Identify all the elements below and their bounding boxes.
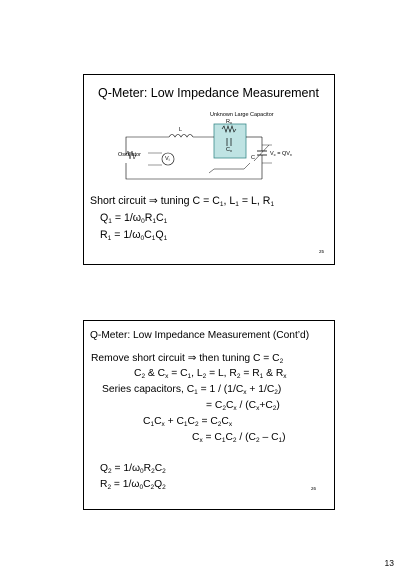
label-c: C (251, 155, 255, 161)
r2-formula: $R_2 = 1/\omega_0C_2Q_2$ (100, 479, 166, 491)
r1-formula: $R_1 = 1/\omega_0C_1Q_1$ (100, 229, 168, 242)
slide-number: 26 (310, 486, 316, 491)
slide-26 (83, 320, 335, 510)
label-cx: $C_x$ (226, 147, 232, 153)
remove-short-line: Remove short circuit ⇒ then tuning $C = C_2$ (91, 353, 284, 365)
label-oscillator: Oscillator (118, 152, 141, 158)
label-l: L (179, 127, 183, 133)
c2-cx-line: $C_2$ & $C_x = C_1$, $L_2 = L$, $R_2 = R_1$ & $R_x$ (134, 368, 287, 380)
label-rx: $R_x$ (226, 119, 232, 125)
slide-title: Q-Meter: Low Impedance Measurement (98, 86, 319, 100)
wire-bottom (126, 163, 262, 179)
slide-number: 25 (318, 249, 324, 254)
label-vi: $V_i$ (165, 156, 170, 162)
page-number: 13 (384, 558, 394, 568)
unknown-capacitor-caption: Unknown Large Capacitor (210, 112, 274, 118)
slide-title: Q-Meter: Low Impedance Measurement (Cont’d) (90, 330, 310, 341)
short-circuit-line: Short circuit ⇒ tuning $C = C_1$, $L_1 = L$, $R_1$ (90, 195, 275, 208)
label-vc: $V_c = QV_x$ (270, 151, 292, 157)
c1-eq-line: = $C_2C_x / (C_x+C_2)$ (206, 400, 280, 412)
c1cx-line: $C_1C_x + C_1C_2 = C_2C_x$ (143, 416, 233, 428)
series-capacitors-line: Series capacitors, $C_1 = 1 / (1/C_x + 1/C_2)$ (102, 384, 282, 396)
short-circuit-wire (209, 163, 250, 173)
cx-result-line: $C_x = C_1C_2 / (C_2 - C_1)$ (192, 432, 286, 444)
slide-25 (83, 74, 335, 265)
q2-formula: $Q_2 = 1/\omega_0R_2C_2$ (100, 463, 166, 475)
q1-formula: $Q_1 = 1/\omega_0R_1C_1$ (100, 212, 168, 225)
inductor-l (169, 135, 193, 138)
circuit-diagram (114, 111, 304, 196)
c-variable-arrow (254, 145, 269, 161)
